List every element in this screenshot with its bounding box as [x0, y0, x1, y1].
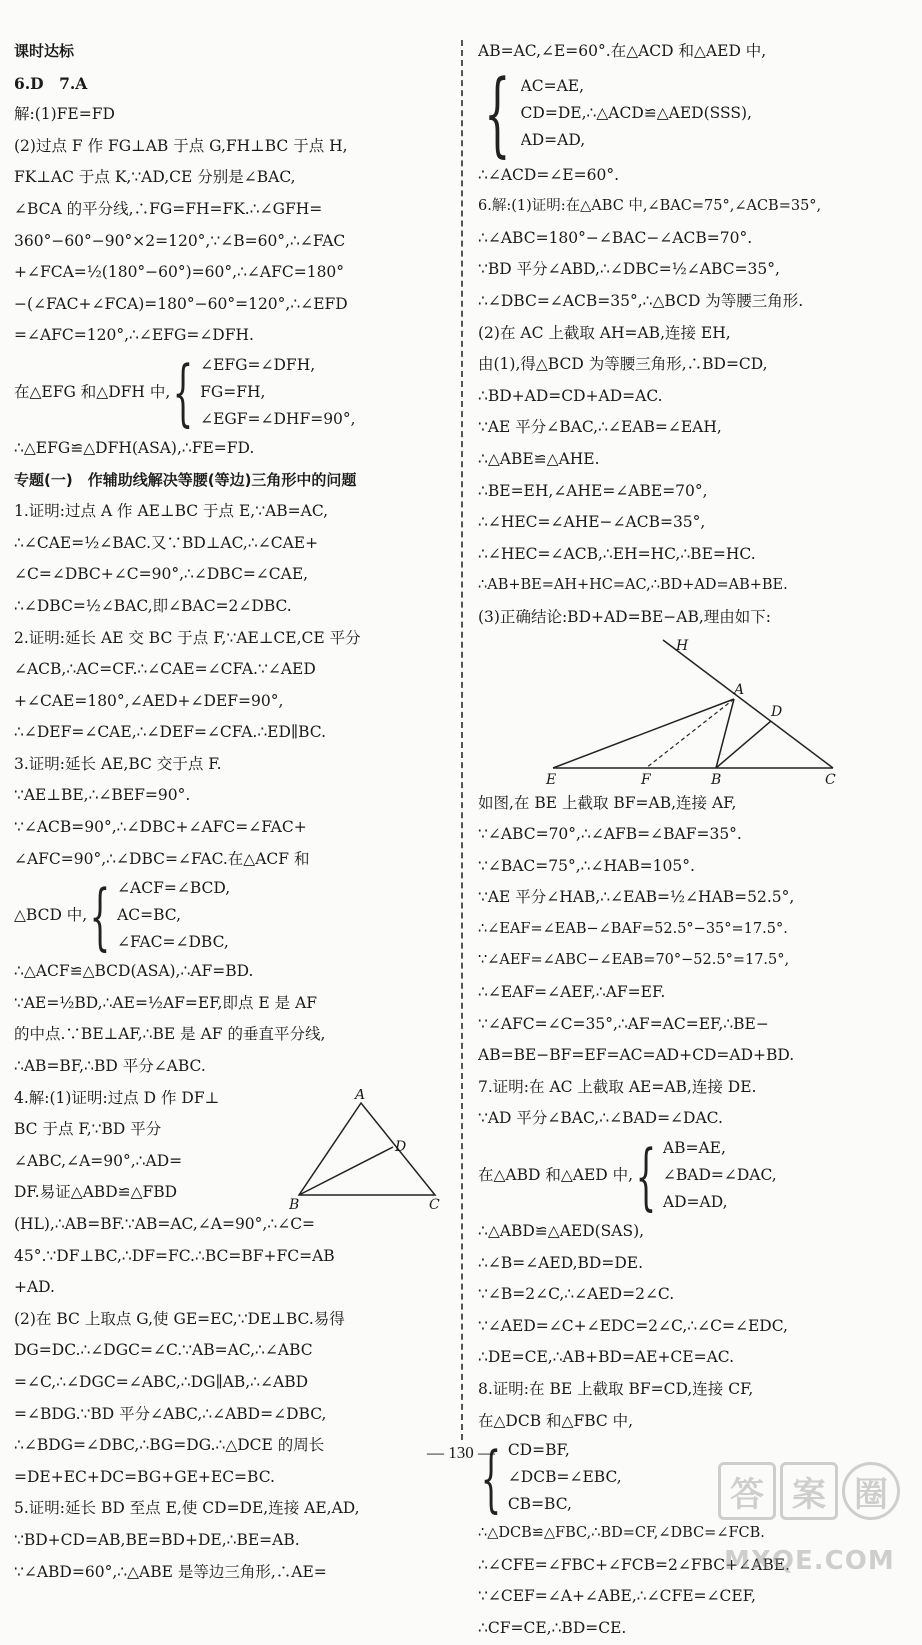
text-line: ∴DE=CE,∴AB+BD=AE+CE=AC.	[478, 1348, 735, 1367]
text-line: ∵AE 平分∠HAB,∴∠EAB=½∠HAB=52.5°,	[478, 888, 795, 907]
text-line: 5.证明:延长 BD 至点 E,使 CD=DE,连接 AE,AD,	[14, 1499, 360, 1518]
text-line: ∴AB=BF,∴BD 平分∠ABC.	[14, 1057, 206, 1076]
text-line: ∴∠CFE=∠FBC+∠FCB=2∠FBC+∠ABE.	[478, 1555, 790, 1574]
text-line: ∵AE=½BD,∴AE=½AF=EF,即点 E 是 AF	[14, 993, 318, 1012]
text-line: ∴∠B=∠AED,BD=DE.	[478, 1253, 643, 1272]
system-line: CD=DE,∴△ACD≌△AED(SSS),	[520, 104, 752, 123]
right-column	[478, 36, 896, 1645]
label-h: H	[676, 637, 689, 654]
label-f: F	[641, 771, 651, 784]
text-line: ∴∠ABC=180°−∠BAC−∠ACB=70°.	[478, 228, 753, 247]
label-b: B	[289, 1196, 300, 1209]
system-line: ∠EFG=∠DFH,	[200, 355, 316, 374]
text-line: +∠CAE=180°,∠AED+∠DEF=90°,	[14, 691, 284, 710]
watermark-char: 答	[718, 1462, 776, 1520]
text-line: 4.解:(1)证明:过点 D 作 DF⊥	[14, 1088, 220, 1107]
text-line: ∴BE=EH,∠AHE=∠ABE=70°,	[478, 481, 708, 500]
brace-icon: {	[484, 59, 511, 167]
system-line: CB=BC,	[507, 1495, 572, 1514]
text-line: ∴BD+AD=CD+AD=AC.	[478, 386, 663, 405]
section-header: 课时达标	[14, 42, 75, 60]
text-line: ∴△ABD≌△AED(SAS),	[478, 1222, 645, 1241]
text-line: +∠FCA=½(180°−60°)=60°,∴∠AFC=180°	[14, 263, 345, 282]
text-line: ∴∠HEC=∠ACB,∴EH=HC,∴BE=HC.	[478, 544, 756, 563]
text-line: ∴△EFG≌△DFH(ASA),∴FE=FD.	[14, 438, 255, 457]
text-line: ∵AE⊥BE,∴∠BEF=90°.	[14, 786, 191, 805]
problem-4-block	[14, 1083, 446, 1209]
text-line: ∵AE 平分∠BAC,∴∠EAB=∠EAH,	[478, 418, 722, 437]
text-line: ∵∠CEF=∠A+∠ABE,∴∠CFE=∠CEF,	[478, 1587, 756, 1606]
text-line: ∴∠BDG=∠DBC,∴BG=DG.∴△DCE 的周长	[14, 1436, 325, 1455]
text-line: 1.证明:过点 A 作 AE⊥BC 于点 E,∵AB=AC,	[14, 502, 329, 521]
text-line: DG=DC.∴∠DGC=∠C.∵AB=AC,∴∠ABC	[14, 1341, 313, 1360]
label-a: A	[734, 681, 745, 698]
column-divider	[461, 40, 463, 1440]
text-line: ∠AFC=90°,∴∠DBC=∠FAC.在△ACF 和	[14, 849, 310, 868]
text-line: ∵AD 平分∠BAC,∴∠BAD=∠DAC.	[478, 1109, 723, 1128]
equation-system	[478, 1135, 896, 1216]
text-line: ∵BD 平分∠ABD,∴∠DBC=½∠ABC=35°,	[478, 260, 780, 279]
text-line: 解:(1)FE=FD	[14, 105, 115, 124]
text-line: 2.证明:延长 AE 交 BC 于点 F,∵AE⊥CE,CE 平分	[14, 628, 361, 647]
text-line: 8.证明:在 BE 上截取 BF=CD,连接 CF,	[478, 1380, 754, 1398]
text-line: =∠AFC=120°,∴∠EFG=∠DFH.	[14, 326, 254, 345]
text-line: 在△DCB 和△FBC 中,	[478, 1411, 634, 1430]
text-line: 如图,在 BE 上截取 BF=AB,连接 AF,	[478, 793, 737, 812]
text-line: ∴∠DBC=∠ACB=35°,∴△BCD 为等腰三角形.	[478, 291, 804, 310]
text-line: ∠ACB,∴AC=CF.∴∠CAE=∠CFA.∵∠AED	[14, 660, 316, 679]
text-line: ∵∠ABC=70°,∴∠AFB=∠BAF=35°.	[478, 825, 742, 844]
equation-system	[478, 59, 896, 167]
system-intro: 在△ABD 和△AED 中,	[478, 1165, 634, 1184]
text-line: (2)在 BC 上取点 G,使 GE=EC,∵DE⊥BC.易得	[14, 1309, 345, 1328]
text-line: =DE+EC+DC=BG+GE+EC=BC.	[14, 1467, 275, 1486]
text-line: ∵∠AEF=∠ABC−∠EAB=70°−52.5°=17.5°,	[478, 952, 790, 969]
text-line: 3.证明:延长 AE,BC 交于点 F.	[14, 754, 222, 773]
text-line: ∵∠BAC=75°,∴∠HAB=105°.	[478, 856, 695, 875]
text-line: 7.证明:在 AC 上截取 AE=AB,连接 DE.	[478, 1077, 757, 1096]
text-line: ∵∠ABD=60°,∴△ABE 是等边三角形,∴AE=	[14, 1562, 327, 1581]
triangle-abc-figure	[289, 1089, 449, 1209]
text-line: +AD.	[14, 1278, 55, 1297]
watermark-logo	[714, 1462, 904, 1582]
text-line: ∵BD+CD=AB,BE=BD+DE,∴BE=AB.	[14, 1530, 300, 1549]
text-line: ∴∠DEF=∠CAE,∴∠DEF=∠CFA.∴ED∥BC.	[14, 723, 326, 742]
system-line: AC=BC,	[117, 906, 182, 925]
left-column	[14, 36, 446, 1588]
system-line: FG=FH,	[200, 382, 266, 401]
text-line: ∵∠AED=∠C+∠EDC=2∠C,∴∠C=∠EDC,	[478, 1316, 788, 1335]
text-line: ∴∠EAF=∠AEF,∴AF=EF.	[478, 983, 666, 1002]
system-line: ∠BAD=∠DAC,	[662, 1166, 777, 1185]
brace-icon: {	[635, 1133, 657, 1218]
text-line: 的中点.∵BE⊥AF,∴BE 是 AF 的垂直平分线,	[14, 1025, 326, 1044]
text-line: 360°−60°−90°×2=120°,∵∠B=60°,∴∠FAC	[14, 231, 346, 250]
text-line: BC 于点 F,∵BD 平分	[14, 1120, 162, 1139]
text-line: ∴CF=CE,∴BD=CE.	[478, 1618, 627, 1637]
label-c: C	[825, 771, 836, 784]
text-line: ∵∠B=2∠C,∴∠AED=2∠C.	[478, 1285, 675, 1304]
text-line: 45°.∵DF⊥BC,∴DF=FC.∴BC=BF+FC=AB	[14, 1246, 335, 1265]
text-line: (3)正确结论:BD+AD=BE−AB,理由如下:	[478, 607, 772, 626]
text-line: ∴△DCB≌△FBC,∴BD=CF,∠DBC=∠FCB.	[478, 1525, 765, 1542]
page-number: — 130 —	[427, 1443, 495, 1462]
topic-title: 专题(一) 作辅助线解决等腰(等边)三角形中的问题	[14, 470, 357, 489]
system-line: AD=AD,	[662, 1193, 728, 1212]
system-intro: 在△EFG 和△DFH 中,	[14, 382, 171, 401]
text-line: =∠C,∴∠DGC=∠ABC,∴DG∥AB,∴∠ABD	[14, 1372, 309, 1391]
text-line: ∠BCA 的平分线,∴FG=FH=FK.∴∠GFH=	[14, 199, 323, 218]
text-line: −(∠FAC+∠FCA)=180°−60°=120°,∴∠EFD	[14, 294, 348, 313]
text-line: AB=BE−BF=EF=AC=AD+CD=AD+BD.	[478, 1046, 795, 1065]
text-line: AB=AC,∠E=60°.在△ACD 和△AED 中,	[478, 42, 767, 60]
text-line: ∴∠EAF=∠EAB−∠BAF=52.5°−35°=17.5°.	[478, 920, 788, 937]
system-line: ∠ACF=∠BCD,	[117, 879, 231, 898]
text-line: FK⊥AC 于点 K,∵AD,CE 分别是∠BAC,	[14, 168, 296, 187]
text-line: 由(1),得△BCD 为等腰三角形,∴BD=CD,	[478, 355, 768, 374]
label-d: D	[395, 1138, 407, 1155]
text-line: ∴△ABE≌△AHE.	[478, 449, 600, 468]
label-e: E	[546, 771, 557, 784]
system-line: AD=AD,	[520, 131, 586, 150]
equation-system	[14, 352, 446, 433]
system-line: ∠DCB=∠EBC,	[507, 1468, 622, 1487]
system-line: ∠EGF=∠DHF=90°,	[200, 409, 356, 428]
system-intro: △BCD 中,	[14, 905, 88, 924]
text-line: ∵∠ACB=90°,∴∠DBC+∠AFC=∠FAC+	[14, 818, 307, 837]
geometry-figure-heafbc	[478, 634, 878, 784]
watermark-url: MXQE.COM	[724, 1546, 895, 1576]
text-line: ∠ABC,∠A=90°,∴AD=	[14, 1151, 183, 1170]
text-line: ∴∠HEC=∠AHE−∠ACB=35°,	[478, 513, 706, 532]
watermark-char: 圈	[842, 1462, 900, 1520]
text-line: (2)在 AC 上截取 AH=AB,连接 EH,	[478, 323, 731, 342]
brace-icon: {	[480, 1435, 502, 1520]
system-line: ∠FAC=∠DBC,	[117, 933, 229, 952]
label-c: C	[429, 1196, 440, 1209]
label-a: A	[355, 1088, 366, 1103]
text-line: ∴∠DBC=½∠BAC,即∠BAC=2∠DBC.	[14, 596, 292, 615]
text-line: =∠BDG.∵BD 平分∠ABC,∴∠ABD=∠DBC,	[14, 1404, 327, 1423]
system-line: AC=AE,	[520, 77, 585, 96]
text-line: ∠C=∠DBC+∠C=90°,∴∠DBC=∠CAE,	[14, 565, 309, 584]
text-line: ∴AB+BE=AH+HC=AC,∴BD+AD=AB+BE.	[478, 577, 788, 594]
text-line: DF.易证△ABD≌△FBD	[14, 1183, 178, 1202]
label-d: D	[771, 703, 783, 720]
text-line: ∵∠AFC=∠C=35°,∴AF=AC=EF,∴BE−	[478, 1014, 769, 1033]
brace-icon: {	[89, 873, 111, 958]
text-line: ∴∠ACD=∠E=60°.	[478, 165, 620, 184]
text-line: ∴∠CAE=½∠BAC.又∵BD⊥AC,∴∠CAE+	[14, 533, 319, 552]
system-line: AB=AE,	[662, 1139, 726, 1158]
answer-line: 6.D 7.A	[14, 73, 88, 93]
system-line: CD=BF,	[507, 1441, 570, 1460]
brace-icon: {	[172, 350, 194, 435]
text-line: ∴△ACF≌△BCD(ASA),∴AF=BD.	[14, 962, 254, 981]
watermark-char: 案	[780, 1462, 838, 1520]
label-b: B	[711, 771, 722, 784]
equation-system	[14, 875, 446, 956]
text-line: (2)过点 F 作 FG⊥AB 于点 G,FH⊥BC 于点 H,	[14, 136, 348, 155]
text-line: (HL),∴AB=BF.∵AB=AC,∠A=90°,∴∠C=	[14, 1215, 316, 1233]
text-line: 6.解:(1)证明:在△ABC 中,∠BAC=75°,∠ACB=35°,	[478, 198, 822, 215]
